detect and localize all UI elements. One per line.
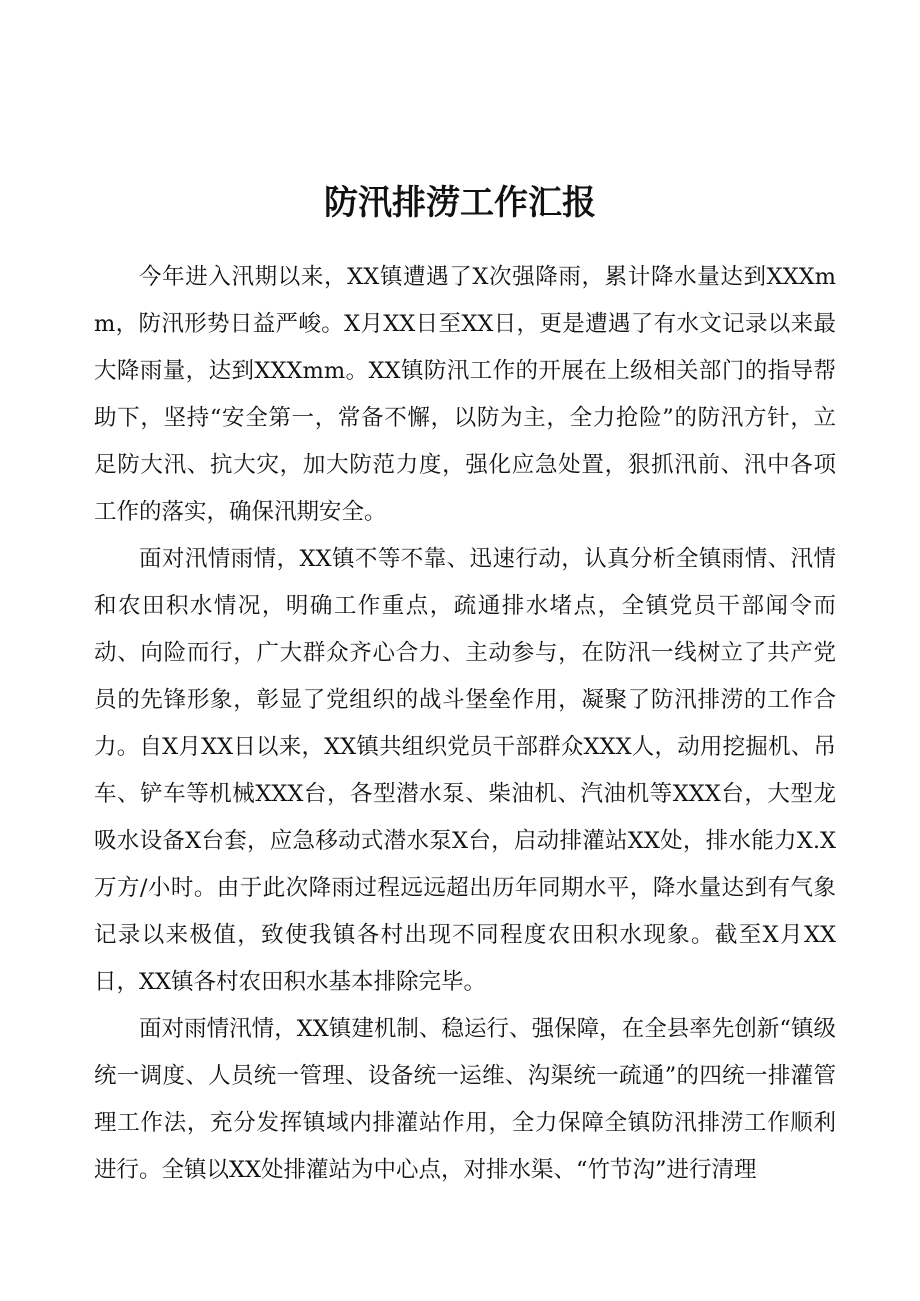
page-title: 防汛排涝工作汇报 (324, 182, 596, 223)
paragraph-1: 今年进入汛期以来，XX镇遭遇了X次强降雨，累计降水量达到XXXmm，防汛形势日益严峻。X月XX日至XX日，更是遭遇了有水文记录以来最大降雨量，达到XXXmm。XX镇防汛工作的开展在上级相关部门的指导帮助下，坚持“安全第一，常备不懈，以防为主，全力抢险”的防汛方针，立足防大汛、抗大灾，加大防范力度，强化应急处置，狠抓汛前、汛中各项工作的落实，确保汛期安全。 (94, 264, 836, 525)
paragraph-2: 面对汛情雨情，XX镇不等不靠、迅速行动，认真分析全镇雨情、汛情和农田积水情况，明确工作重点，疏通排水堵点，全镇党员干部闻令而动、向险而行，广大群众齐心合力、主动参与，在防汛一线树立了共产党员的先锋形象，彰显了党组织的战斗堡垒作用，凝聚了防汛排涝的工作合力。自X月XX日以来，XX镇共组织党员干部群众XXX人，动用挖掘机、吊车、铲车等机械XXX台，各型潜水泵、柴油机、汽油机等XXX台，大型龙吸水设备X台套，应急移动式潜水泵X台，启动排灌站XX处，排水能力X.X万方/小时。由于此次降雨过程远远超出历年同期水平，降水量达到有气象记录以来极值，致使我镇各村出现不同程度农田积水现象。截至X月XX日，XX镇各村农田积水基本排除完毕。 (94, 546, 836, 995)
paragraph-3: 面对雨情汛情，XX镇建机制、稳运行、强保障，在全县率先创新“镇级统一调度、人员统一管理、设备统一运维、沟渠统一疏通”的四统一排灌管理工作法，充分发挥镇域内排灌站作用，全力保障全镇防汛排涝工作顺利进行。全镇以XX处排灌站为中心点，对排水渠、“竹节沟”进行清理 (94, 1016, 836, 1183)
document-body (94, 254, 836, 1194)
